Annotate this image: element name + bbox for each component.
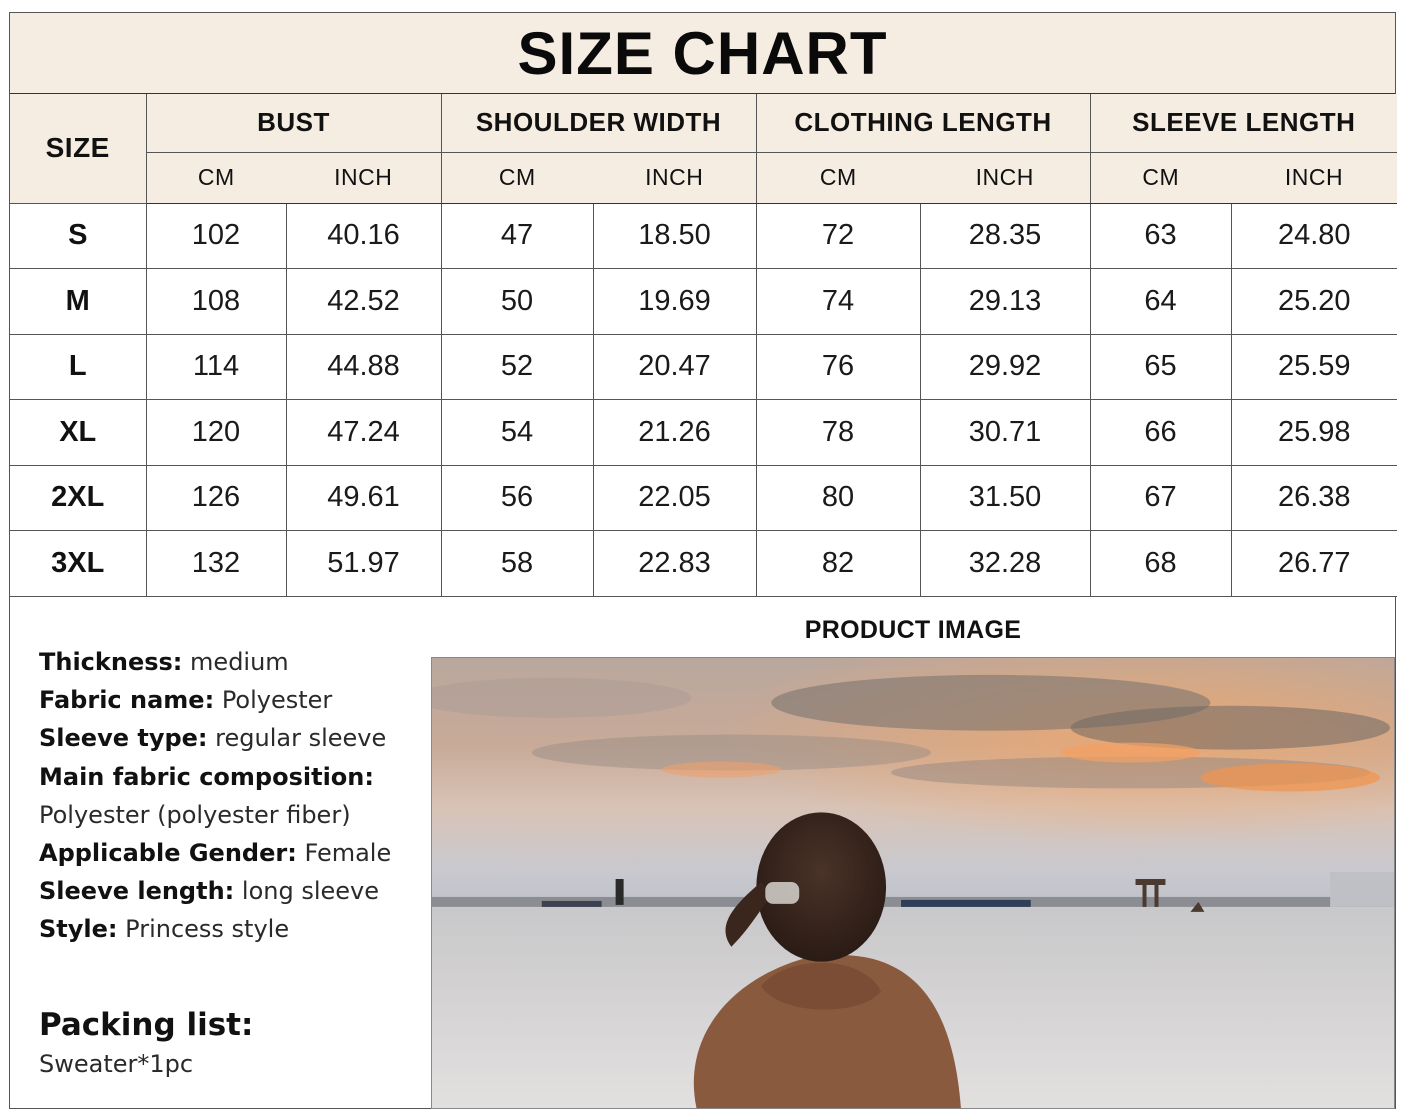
table-cell: 114 xyxy=(146,334,286,400)
size-cell: XL xyxy=(10,400,146,466)
table-cell: 51.97 xyxy=(286,531,441,597)
size-cell: L xyxy=(10,334,146,400)
table-cell: 30.71 xyxy=(920,400,1090,466)
group-header-shoulder-width: SHOULDER WIDTH xyxy=(441,94,756,152)
table-cell: 21.26 xyxy=(593,400,756,466)
table-cell: 120 xyxy=(146,400,286,466)
spec-value: regular sleeve xyxy=(215,724,387,753)
spec-row xyxy=(39,758,429,796)
table-cell: 40.16 xyxy=(286,203,441,269)
table-cell: 102 xyxy=(146,203,286,269)
table-cell: 72 xyxy=(756,203,920,269)
table-cell: 32.28 xyxy=(920,531,1090,597)
spec-row xyxy=(39,834,429,872)
size-chart-frame xyxy=(9,12,1396,1109)
unit-header: INCH xyxy=(1231,152,1397,203)
table-row xyxy=(10,334,1397,400)
table-cell: 54 xyxy=(441,400,593,466)
table-cell: 22.83 xyxy=(593,531,756,597)
product-image-label: PRODUCT IMAGE xyxy=(804,616,1022,644)
table-cell: 66 xyxy=(1090,400,1231,466)
size-cell: 2XL xyxy=(10,465,146,531)
table-cell: 68 xyxy=(1090,531,1231,597)
spec-value: long sleeve xyxy=(241,877,380,906)
packing-list-item: Sweater*1pc xyxy=(39,1050,194,1078)
spec-row xyxy=(39,796,429,834)
product-specs xyxy=(39,643,429,949)
table-cell: 18.50 xyxy=(593,203,756,269)
spec-row xyxy=(39,872,429,910)
table-cell: 64 xyxy=(1090,269,1231,335)
table-cell: 29.13 xyxy=(920,269,1090,335)
spec-key: Fabric name: xyxy=(39,686,215,715)
table-cell: 126 xyxy=(146,465,286,531)
page-title: SIZE CHART xyxy=(517,19,888,87)
table-cell: 49.61 xyxy=(286,465,441,531)
unit-header: INCH xyxy=(593,152,756,203)
table-row xyxy=(10,400,1397,466)
table-cell: 47.24 xyxy=(286,400,441,466)
table-row xyxy=(10,531,1397,597)
table-cell: 42.52 xyxy=(286,269,441,335)
table-cell: 44.88 xyxy=(286,334,441,400)
table-cell: 56 xyxy=(441,465,593,531)
table-cell: 82 xyxy=(756,531,920,597)
table-cell: 19.69 xyxy=(593,269,756,335)
table-cell: 24.80 xyxy=(1231,203,1397,269)
spec-row xyxy=(39,681,429,719)
spec-key: Thickness: xyxy=(39,648,183,676)
table-row xyxy=(10,269,1397,335)
group-header-bust: BUST xyxy=(146,94,441,152)
spec-value: Polyester xyxy=(221,686,333,715)
unit-header: CM xyxy=(1090,152,1231,203)
table-cell: 25.98 xyxy=(1231,400,1397,466)
unit-header: INCH xyxy=(286,152,441,203)
unit-header: INCH xyxy=(920,152,1090,203)
spec-row xyxy=(39,643,429,681)
table-cell: 65 xyxy=(1090,334,1231,400)
beach-sunset-photo xyxy=(432,658,1394,1108)
table-cell: 132 xyxy=(146,531,286,597)
size-cell: 3XL xyxy=(10,531,146,597)
spec-value: Polyester (polyester fiber) xyxy=(39,800,351,829)
table-cell: 25.59 xyxy=(1231,334,1397,400)
table-cell: 78 xyxy=(756,400,920,466)
spec-row xyxy=(39,719,429,757)
packing-list xyxy=(39,1003,429,1081)
unit-header: CM xyxy=(756,152,920,203)
spec-key: Applicable Gender: xyxy=(39,839,297,868)
table-cell: 74 xyxy=(756,269,920,335)
spec-key: Sleeve type: xyxy=(39,724,208,753)
unit-header: CM xyxy=(441,152,593,203)
table-row xyxy=(10,465,1397,531)
table-cell: 58 xyxy=(441,531,593,597)
table-row xyxy=(10,203,1397,269)
table-cell: 52 xyxy=(441,334,593,400)
table-cell: 63 xyxy=(1090,203,1231,269)
spec-row xyxy=(39,910,429,948)
table-cell: 67 xyxy=(1090,465,1231,531)
table-cell: 22.05 xyxy=(593,465,756,531)
table-cell: 80 xyxy=(756,465,920,531)
table-cell: 26.38 xyxy=(1231,465,1397,531)
table-cell: 76 xyxy=(756,334,920,400)
spec-value: medium xyxy=(190,648,289,676)
table-cell: 50 xyxy=(441,269,593,335)
table-cell: 25.20 xyxy=(1231,269,1397,335)
spec-key: Main fabric composition: xyxy=(39,762,374,791)
table-cell: 20.47 xyxy=(593,334,756,400)
size-cell: S xyxy=(10,203,146,269)
size-column-header: SIZE xyxy=(10,94,146,203)
unit-header: CM xyxy=(146,152,286,203)
product-photo xyxy=(431,657,1395,1109)
packing-list-heading: Packing list: xyxy=(39,1007,254,1043)
title-bar xyxy=(10,13,1395,94)
table-cell: 26.77 xyxy=(1231,531,1397,597)
table-cell: 47 xyxy=(441,203,593,269)
spec-value: Princess style xyxy=(125,915,290,944)
size-cell: M xyxy=(10,269,146,335)
table-cell: 29.92 xyxy=(920,334,1090,400)
table-cell: 108 xyxy=(146,269,286,335)
spec-key: Sleeve length: xyxy=(39,877,235,906)
group-header-clothing-length: CLOTHING LENGTH xyxy=(756,94,1090,152)
spec-value: Female xyxy=(304,839,392,868)
table-cell: 31.50 xyxy=(920,465,1090,531)
size-table xyxy=(10,94,1397,597)
spec-key: Style: xyxy=(39,915,118,944)
table-cell: 28.35 xyxy=(920,203,1090,269)
group-header-sleeve-length: SLEEVE LENGTH xyxy=(1090,94,1397,152)
